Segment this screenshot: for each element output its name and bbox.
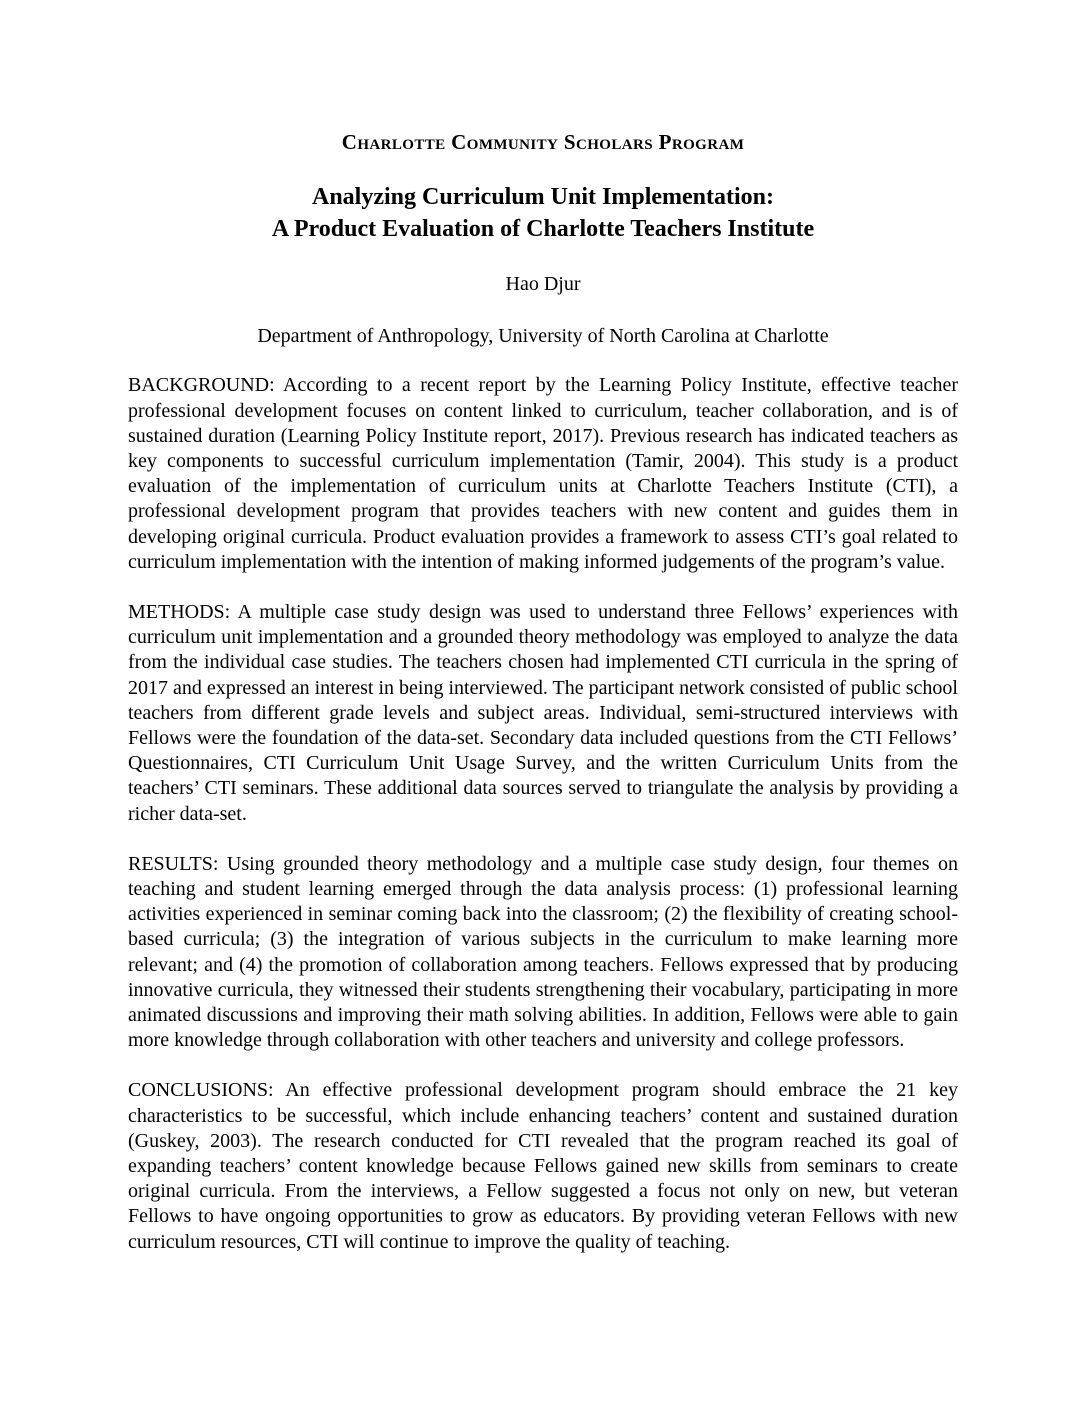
author-name: Hao Djur <box>505 273 581 296</box>
section-body-methods: A multiple case study design was used to understand three Fellows’ experiences with curriculum unit implementation and a grounded theory methodology was employed to analyze the data from the individual case studies. The teachers chosen had implemented CTI curricula in the spring of 2017 and expressed an interest in being interviewed. The participant network consisted of public school teachers from different grade levels and subject areas. Individual, semi-structured interviews with Fellows were the foundation of the data-set. Secondary data included questions from the CTI Fellows’ Questionnaires, CTI Curriculum Unit Usage Survey, and the written Curriculum Units from the teachers’ CTI seminars. These additional data sources served to triangulate the analysis by providing a richer data-set. <box>128 600 958 825</box>
paragraph-background <box>128 373 958 575</box>
title-line-2: A Product Evaluation of Charlotte Teachers Institute <box>271 215 815 242</box>
author-affiliation: Department of Anthropology, University of North Carolina at Charlotte <box>257 325 829 348</box>
paragraph-conclusions <box>128 1078 958 1254</box>
section-body-results: Using grounded theory methodology and a multiple case study design, four themes on teaching and student learning emerged through the data analysis process: (1) professional learning activities experienced in seminar coming back into the classroom; (2) the flexibility of creating school-based curricula; (3) the integration of various subjects in the curriculum to make learning more relevant; and (4) the promotion of collaboration among teachers. Fellows expressed that by producing innovative curricula, they witnessed their students strengthening their vocabulary, participating in more animated discussions and improving their math solving abilities. In addition, Fellows were able to gain more knowledge through collaboration with other teachers and university and college professors. <box>128 852 958 1052</box>
document-title <box>128 182 958 245</box>
program-header: Charlotte Community Scholars Program <box>341 130 745 154</box>
section-label-conclusions: CONCLUSIONS: <box>128 1079 274 1102</box>
section-body-conclusions: An effective professional development program should embrace the 21 key characteristics to be successful, which include enhancing teachers’ content and sustained duration (Guskey, 2003). The research conducted for CTI revealed that the program reached its goal of expanding teachers’ content knowledge because Fellows gained new skills from seminars to create original curricula. From the interviews, a Fellow suggested a focus not only on new, but veteran Fellows to have ongoing opportunities to grow as educators. By providing veteran Fellows with new curriculum resources, CTI will continue to improve the quality of teaching. <box>128 1079 958 1253</box>
paragraph-results <box>128 852 958 1054</box>
section-body-background: According to a recent report by the Learning Policy Institute, effective teacher professional development focuses on content linked to curriculum, teacher collaboration, and is of sustained duration (Learning Policy Institute report, 2017). Previous research has indicated teachers as key components to successful curriculum implementation (Tamir, 2004). This study is a product evaluation of the implementation of curriculum units at Charlotte Teachers Institute (CTI), a professional development program that provides teachers with new content and guides them in developing original curricula. Product evaluation provides a framework to assess CTI’s goal related to curriculum implementation with the intention of making informed judgements of the program’s value. <box>128 374 958 573</box>
title-line-1: Analyzing Curriculum Unit Implementation: <box>312 184 774 210</box>
paragraph-methods <box>128 600 958 827</box>
section-label-methods: METHODS: <box>128 600 231 623</box>
section-label-background: BACKGROUND: <box>128 374 275 397</box>
section-label-results: RESULTS: <box>128 852 219 875</box>
